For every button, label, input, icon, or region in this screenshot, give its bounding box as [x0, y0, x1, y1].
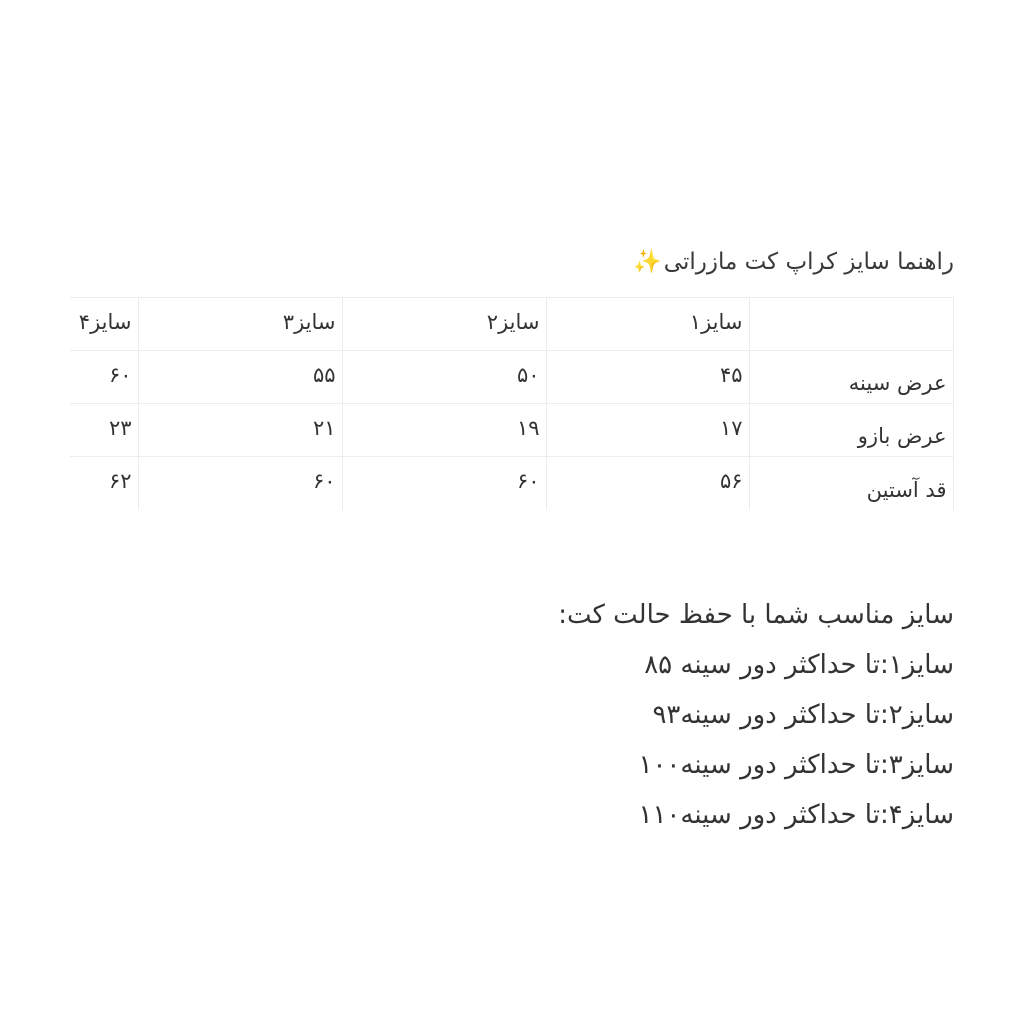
table-cell: ۲۱ [138, 404, 342, 457]
table-cell: ۶۲ [70, 457, 138, 510]
table-cell: ۱۹ [342, 404, 546, 457]
table-cell: ۶۰ [342, 457, 546, 510]
notes-line: سایز۲:تا حداکثر دور سینه۹۳ [652, 700, 954, 730]
table-cell: ۶۰ [138, 457, 342, 510]
notes-line: سایز۴:تا حداکثر دور سینه۱۱۰ [638, 800, 954, 830]
table-header-cell: سایز۴ [70, 298, 138, 351]
table-header-cell [749, 298, 953, 351]
page-title [633, 248, 954, 275]
table-cell: ۵۵ [138, 351, 342, 404]
size-chart-table [70, 297, 954, 510]
table-row [70, 351, 953, 404]
table-cell: ۵۰ [342, 351, 546, 404]
notes-line: سایز۳:تا حداکثر دور سینه۱۰۰ [638, 750, 954, 780]
table-cell: ۶۰ [70, 351, 138, 404]
table-header-cell: سایز۳ [138, 298, 342, 351]
notes-line: سایز۱:تا حداکثر دور سینه ۸۵ [644, 650, 954, 680]
size-notes [558, 590, 954, 840]
table-cell: ۲۳ [70, 404, 138, 457]
table-cell: ۴۵ [546, 351, 749, 404]
row-label: عرض سینه [749, 351, 953, 404]
notes-heading: سایز مناسب شما با حفظ حالت کت: [558, 600, 954, 630]
table-header-row [70, 298, 953, 351]
row-label: عرض بازو [749, 404, 953, 457]
sparkles-icon: ✨ [633, 249, 662, 275]
row-label: قد آستین [749, 457, 953, 510]
table-header-cell: سایز۱ [546, 298, 749, 351]
table-header-cell: سایز۲ [342, 298, 546, 351]
table-cell: ۵۶ [546, 457, 749, 510]
table-row [70, 404, 953, 457]
title-text: راهنما سایز کراپ کت مازراتی [663, 249, 954, 275]
table-cell: ۱۷ [546, 404, 749, 457]
table-row [70, 457, 953, 510]
